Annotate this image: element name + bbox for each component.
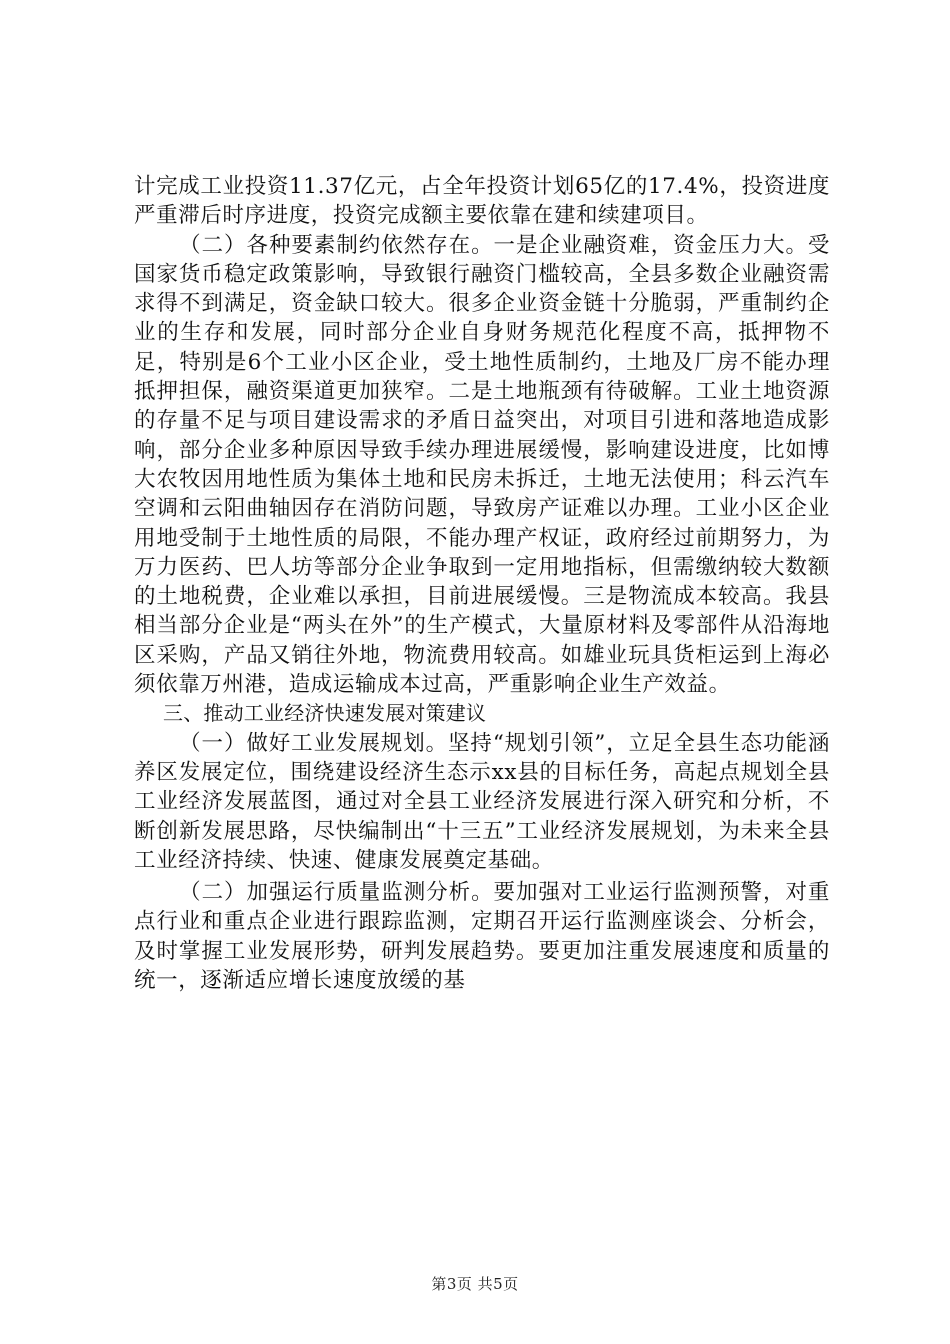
paragraph-industrial-planning: （一）做好工业发展规划。坚持“规划引领”，立足全县生态功能涵养区发展定位，围绕建设经济生态示xx县的目标任务，高起点规划全县工业经济发展蓝图，通过对全县工业经济发展进行深入研究和分析，不断创新发展思路，尽快编制出“十三五”工业经济发展规划，为未来全县工业经济持续、快速、健康发展奠定基础。 (134, 730, 830, 873)
paragraph-factor-constraints: （二）各种要素制约依然存在。一是企业融资难，资金压力大。受国家货币稳定政策影响，导致银行融资门槛较高，全县多数企业融资需求得不到满足，资金缺口较大。很多企业资金链十分脆弱，严重制约企业的生存和发展，同时部分企业自身财务规范化程度不高，抵押物不足，特别是6个工业小区企业，受土地性质制约，土地及厂房不能办理抵押担保，融资渠道更加狭窄。二是土地瓶颈有待破解。工业土地资源的存量不足与项目建设需求的矛盾日益突出，对项目引进和落地造成影响，部分企业多种原因导致手续办理进展缓慢，影响建设进度，比如博大农牧因用地性质为集体土地和民房未拆迁，土地无法使用；科云汽车空调和云阳曲轴因存在消防问题，导致房产证难以办理。工业小区企业用地受制于土地性质的局限，不能办理产权证，政府经过前期努力，为万力医药、巴人坊等部分企业争取到一定用地指标，但需缴纳较大数额的土地税费，企业难以承担，目前进展缓慢。三是物流成本较高。我县相当部分企业是“两头在外”的生产模式，大量原材料及零部件从沿海地区采购，产品又销往外地，物流费用较高。如雄业玩具货柜运到上海必须依靠万州港，造成运输成本过高，严重影响企业生产效益。 (134, 232, 830, 698)
page-footer: 第3页 共5页 (431, 1275, 519, 1293)
document-body (134, 172, 830, 995)
paragraph-investment-progress: 计完成工业投资11.37亿元，占全年投资计划65亿的17.4%，投资进度严重滞后时序进度，投资完成额主要依靠在建和续建项目。 (134, 174, 830, 229)
section-heading-countermeasures: 三、推动工业经济快速发展对策建议 (163, 701, 487, 726)
paragraph-quality-monitoring: （二）加强运行质量监测分析。要加强对工业运行监测预警，对重点行业和重点企业进行跟踪监测，定期召开运行监测座谈会、分析会，及时掌握工业发展形势，研判发展趋势。要更加注重发展速度和质量的统一，逐渐适应增长速度放缓的基 (134, 880, 830, 994)
